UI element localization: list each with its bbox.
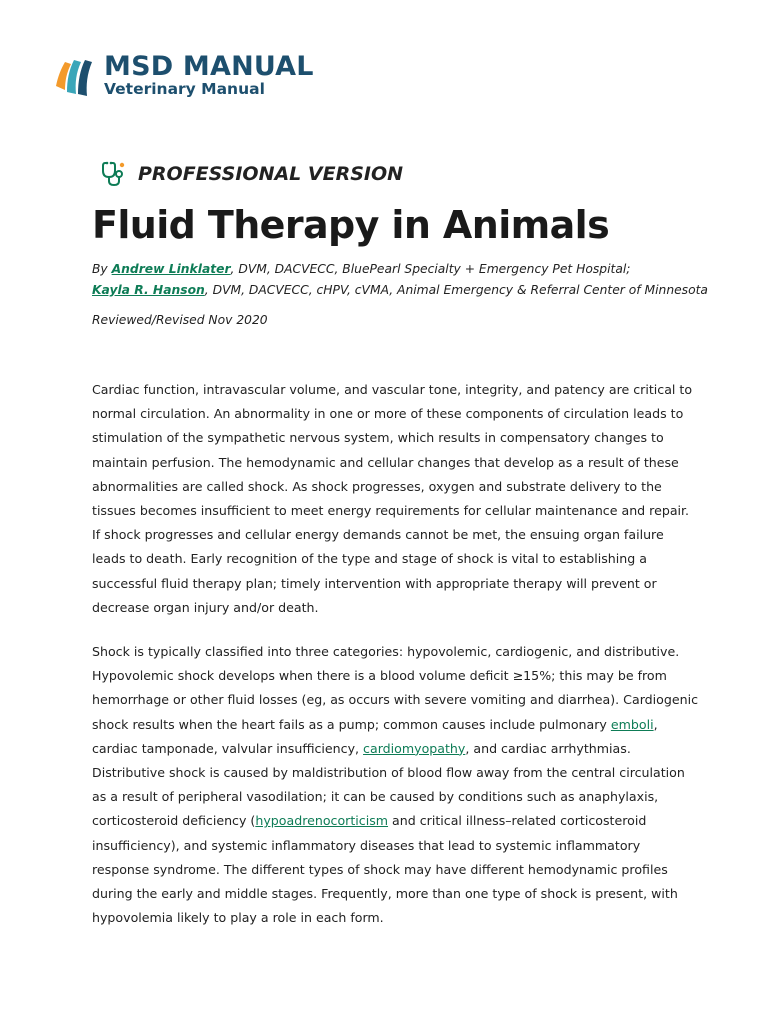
msd-logo-mark-icon (54, 48, 102, 102)
paragraph-line (92, 523, 692, 547)
text-segment: leads to death. Early recognition of the type and stage of shock is vital to establishing a (92, 551, 647, 567)
text-segment: Hypovolemic shock develops when there is a blood volume deficit ≥15%; this may be from (92, 668, 667, 684)
author-link-andrew-linklater[interactable]: Andrew Linklater (111, 262, 231, 276)
text-segment: maintain perfusion. The hemodynamic and cellular changes that develop as a result of these (92, 454, 679, 470)
text-segment: corticosteroid deficiency ( (92, 813, 256, 829)
text-segment: hypovolemia likely to play a role in each form. (92, 910, 384, 926)
byline (92, 259, 712, 301)
paragraph-line (92, 378, 692, 402)
paragraph-line (92, 640, 692, 664)
paragraph-line (92, 834, 692, 858)
paragraph-line (92, 761, 692, 785)
byline-line-2 (92, 280, 712, 301)
paragraph-line (92, 858, 692, 882)
text-segment: , and cardiac arrhythmias. (465, 740, 631, 756)
text-segment: abnormalities are called shock. As shock progresses, oxygen and substrate delivery to the (92, 478, 662, 494)
text-segment: during the early and middle stages. Frequently, more than one type of shock is present, with (92, 886, 678, 902)
article-body (92, 378, 698, 950)
article-title: Fluid Therapy in Animals (92, 203, 610, 247)
link-cardiomyopathy[interactable]: cardiomyopathy (363, 740, 466, 756)
text-segment: stimulation of the sympathetic nervous system, which results in compensatory changes to (92, 430, 664, 446)
text-segment: successful fluid therapy plan; timely intervention with appropriate therapy will prevent or (92, 575, 657, 591)
text-segment: insufficiency), and systemic inflammatory diseases that lead to systemic inflammatory (92, 837, 641, 853)
paragraph-line (92, 499, 692, 523)
paragraph-line (92, 737, 692, 761)
paragraph-line (92, 402, 692, 426)
text-segment: response syndrome. The different types of shock may have different hemodynamic profiles (92, 861, 668, 877)
logo-subtitle: Veterinary Manual (104, 80, 265, 98)
paragraph-line (92, 688, 698, 712)
text-segment: as a result of peripheral vasodilation; it can be caused by conditions such as anaphylaxis, (92, 789, 659, 805)
article-paragraph (92, 640, 698, 930)
text-segment: normal circulation. An abnormality in one or more of these components of circulation leads to (92, 406, 684, 422)
msd-manual-logo[interactable] (54, 48, 354, 104)
text-segment: tissues becomes insufficient to meet energy requirements for cellular maintenance and repair. (92, 503, 690, 519)
text-segment: and critical illness–related corticosteroid (388, 813, 647, 829)
logo-title: MSD MANUAL (104, 51, 314, 82)
link-hypoadrenocorticism[interactable]: hypoadrenocorticism (255, 813, 389, 829)
text-segment: Cardiac function, intravascular volume, and vascular tone, integrity, and patency are critical to (92, 382, 693, 397)
version-label: PROFESSIONAL VERSION (138, 163, 404, 185)
text-segment: , (653, 716, 658, 732)
text-segment: cardiac tamponade, valvular insufficiency, (92, 740, 364, 756)
byline-prefix: By (92, 262, 112, 276)
paragraph-line (92, 664, 692, 688)
paragraph-line (92, 547, 692, 571)
stethoscope-icon (100, 160, 126, 188)
author-1-credentials: , DVM, DACVECC, BluePearl Specialty + Emergency Pet Hospital; (230, 262, 631, 276)
link-emboli[interactable]: emboli (610, 716, 654, 732)
paragraph-line (92, 809, 692, 833)
text-segment: Distributive shock is caused by maldistribution of blood flow away from the central circulation (92, 765, 685, 781)
text-segment: hemorrhage or other fluid losses (eg, as occurs with severe vomiting and diarrhea). Cardiogenic (92, 692, 698, 708)
article-paragraph (92, 378, 692, 620)
paragraph-line (92, 475, 692, 499)
author-2-credentials: , DVM, DACVECC, cHPV, cVMA, Animal Emergency & Referral Center of Minnesota (204, 283, 708, 297)
text-segment: If shock progresses and cellular energy demands cannot be met, the ensuing organ failure (92, 527, 664, 543)
paragraph-line (92, 572, 692, 596)
byline-line-1 (92, 259, 712, 280)
text-segment: decrease organ injury and/or death. (92, 599, 319, 615)
paragraph-line (92, 596, 692, 620)
paragraph-line (92, 882, 692, 906)
paragraph-line (92, 785, 692, 809)
paragraph-line (92, 906, 692, 930)
text-segment: Shock is typically classified into three categories: hypovolemic, cardiogenic, and distributive. (92, 644, 680, 660)
author-link-kayla-hanson[interactable]: Kayla R. Hanson (92, 283, 205, 297)
paragraph-line (92, 713, 692, 737)
text-segment: shock results when the heart fails as a pump; common causes include pulmonary (92, 716, 611, 732)
paragraph-line (92, 426, 692, 450)
paragraph-line (92, 451, 692, 475)
reviewed-date: Reviewed/Revised Nov 2020 (92, 313, 268, 327)
